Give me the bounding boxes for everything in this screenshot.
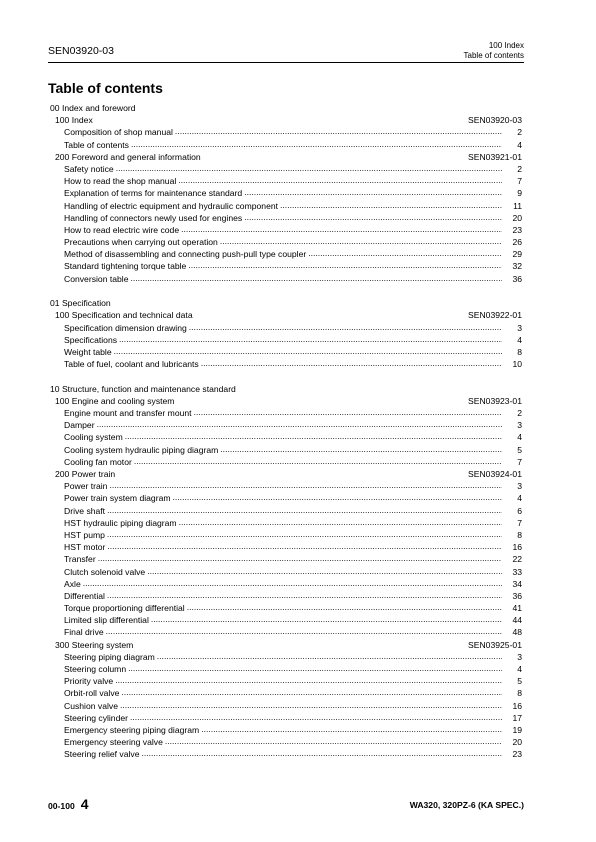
- toc-subsection-title: 100 Index: [55, 115, 93, 126]
- toc-entry-title: Cushion valve: [64, 700, 118, 711]
- toc-entry: [48, 358, 524, 370]
- toc-entry-title: HST motor: [64, 542, 106, 553]
- toc-section-heading: 10 Structure, function and maintenance standard: [50, 383, 236, 394]
- dot-leader: [151, 613, 502, 625]
- dot-leader: [175, 125, 502, 137]
- toc-entry-page: 41: [512, 603, 522, 614]
- dot-leader: [244, 186, 502, 198]
- toc-entry-title: Final drive: [64, 627, 104, 638]
- toc-entry-page: 26: [512, 237, 522, 248]
- header-subsection: Table of contents: [463, 51, 524, 60]
- dot-leader: [119, 333, 502, 345]
- toc-entry-page: 4: [517, 493, 522, 504]
- toc-entry-page: 3: [517, 420, 522, 431]
- toc-entry-page: 22: [512, 554, 522, 565]
- dot-leader: [98, 552, 502, 564]
- dot-leader: [188, 259, 502, 271]
- dot-leader: [178, 174, 502, 186]
- toc-entry-title: Differential: [64, 590, 105, 601]
- dot-leader: [107, 589, 502, 601]
- dot-leader: [244, 211, 502, 223]
- toc-section-heading: 00 Index and foreword: [50, 103, 136, 113]
- dot-leader: [134, 455, 502, 467]
- toc-entry-title: Precautions when carrying out operation: [64, 237, 218, 248]
- toc-entry-title: Emergency steering valve: [64, 737, 163, 748]
- toc-subsection-code: SEN03923-01: [468, 395, 522, 406]
- footer-model: WA320, 320PZ-6 (KA SPEC.): [409, 800, 524, 810]
- toc-section-heading: 01 Specification: [50, 298, 111, 309]
- toc-entry-title: Steering column: [64, 664, 127, 675]
- dot-leader: [116, 162, 502, 174]
- toc-entry-title: Specification dimension drawing: [64, 322, 187, 333]
- document-code: SEN03920-03: [48, 45, 114, 57]
- toc-entry-title: Standard tightening torque table: [64, 261, 187, 272]
- toc-entry-title: Handling of connectors newly used for engines: [64, 212, 243, 223]
- toc-entry-page: 9: [517, 188, 522, 199]
- toc-entry-title: Torque proportioning differential: [64, 603, 185, 614]
- toc-entry-page: 16: [512, 542, 522, 553]
- toc-subsection-code: SEN03920-03: [468, 115, 522, 126]
- footer-code: 00-100: [48, 801, 75, 811]
- toc-entry: [48, 456, 524, 468]
- dot-leader: [131, 272, 503, 284]
- dot-leader: [109, 479, 502, 491]
- dot-leader: [173, 491, 502, 503]
- toc-entry-title: HST hydraulic piping diagram: [64, 517, 177, 528]
- toc-entry-page: 19: [512, 724, 522, 735]
- toc-entry-page: 4: [517, 664, 522, 675]
- toc-entry-page: 36: [512, 590, 522, 601]
- dot-leader: [128, 662, 502, 674]
- page-title: Table of contents: [48, 80, 163, 96]
- toc-subsection-title: 300 Steering system: [55, 639, 134, 650]
- toc-entry-title: Conversion table: [64, 273, 129, 284]
- dot-leader: [115, 674, 502, 686]
- dot-leader: [107, 528, 502, 540]
- toc-entry-title: Steering piping diagram: [64, 651, 155, 662]
- toc-entry-page: 4: [517, 432, 522, 443]
- toc-entry-title: Power train system diagram: [64, 493, 171, 504]
- toc-entry-title: Engine mount and transfer mount: [64, 408, 192, 419]
- dot-leader: [194, 406, 502, 418]
- toc-entry-page: 16: [512, 700, 522, 711]
- toc-entry-page: 8: [517, 346, 522, 357]
- toc-entry-page: 6: [517, 505, 522, 516]
- toc-entry-title: Emergency steering piping diagram: [64, 724, 200, 735]
- toc-entry-page: 33: [512, 566, 522, 577]
- toc-subsection-title: 100 Engine and cooling system: [55, 395, 175, 406]
- dot-leader: [220, 443, 502, 455]
- toc-entry-page: 17: [512, 712, 522, 723]
- toc-entry-title: Table of contents: [64, 139, 129, 150]
- toc-entry-page: 8: [517, 529, 522, 540]
- toc-entry-title: Handling of electric equipment and hydraulic component: [64, 200, 279, 211]
- toc-entry-title: Method of disassembling and connecting push-pull type coupler: [64, 249, 307, 260]
- toc-entry-title: Damper: [64, 420, 95, 431]
- dot-leader: [189, 321, 502, 333]
- toc-entry-title: Limited slip differential: [64, 615, 149, 626]
- toc-entry-title: Transfer: [64, 554, 96, 565]
- toc-entry-title: Clutch solenoid valve: [64, 566, 146, 577]
- toc-entry-page: 11: [513, 200, 522, 211]
- toc-entry-title: Cooling fan motor: [64, 456, 132, 467]
- toc-subsection-code: SEN03922-01: [468, 310, 522, 321]
- dot-leader: [125, 430, 502, 442]
- dot-leader: [220, 235, 502, 247]
- toc-entry-title: HST pump: [64, 529, 105, 540]
- toc-entry: [48, 748, 524, 760]
- dot-leader: [308, 247, 502, 259]
- toc-entry-page: 2: [517, 127, 522, 138]
- toc-entry-title: Table of fuel, coolant and lubricants: [64, 359, 199, 370]
- toc-entry-page: 5: [517, 676, 522, 687]
- dot-leader: [141, 747, 502, 759]
- dot-leader: [187, 601, 502, 613]
- dot-leader: [130, 711, 502, 723]
- toc-entry-page: 8: [517, 688, 522, 699]
- toc-entry-page: 44: [512, 615, 522, 626]
- dot-leader: [114, 345, 502, 357]
- toc-subsection-code: SEN03924-01: [468, 469, 522, 480]
- toc-entry-page: 36: [512, 273, 522, 284]
- dot-leader: [97, 418, 502, 430]
- running-header: [464, 41, 524, 61]
- toc-entry: [48, 273, 524, 285]
- toc-entry: [48, 626, 524, 638]
- toc-entry-page: 23: [512, 749, 522, 760]
- toc-entry-page: 48: [512, 627, 522, 638]
- toc-subsection-code: SEN03921-01: [468, 151, 522, 162]
- toc-entry-page: 7: [517, 517, 522, 528]
- toc-entry-page: 29: [512, 249, 522, 260]
- toc-subsection-code: SEN03925-01: [468, 639, 522, 650]
- toc-entry-title: Specifications: [64, 334, 118, 345]
- toc-entry-page: 2: [517, 163, 522, 174]
- toc-subsection-title: 200 Power train: [55, 469, 116, 480]
- toc-entry-title: How to read electric wire code: [64, 224, 180, 235]
- dot-leader: [120, 699, 502, 711]
- dot-leader: [201, 357, 502, 369]
- toc-entry-page: 23: [512, 224, 522, 235]
- table-of-contents: [48, 102, 524, 761]
- dot-leader: [106, 625, 502, 637]
- dot-leader: [83, 577, 502, 589]
- toc-entry-page: 10: [512, 359, 522, 370]
- toc-entry-page: 7: [517, 176, 522, 187]
- toc-entry-page: 4: [517, 334, 522, 345]
- toc-entry-title: Cooling system: [64, 432, 123, 443]
- dot-leader: [165, 735, 502, 747]
- toc-entry-page: 3: [517, 322, 522, 333]
- toc-entry-page: 3: [517, 481, 522, 492]
- dot-leader: [147, 565, 502, 577]
- footer-page-number: 4: [80, 796, 89, 812]
- toc-entry-title: Priority valve: [64, 676, 114, 687]
- toc-entry-page: 4: [517, 139, 522, 150]
- toc-entry-title: Steering cylinder: [64, 712, 129, 723]
- toc-entry-title: Drive shaft: [64, 505, 106, 516]
- footer-page-id: [48, 796, 89, 812]
- toc-entry-title: Axle: [64, 578, 81, 589]
- dot-leader: [181, 223, 502, 235]
- dot-leader: [131, 138, 502, 150]
- dot-leader: [179, 516, 502, 528]
- toc-entry-title: Steering relief valve: [64, 749, 140, 760]
- toc-entry-page: 7: [517, 456, 522, 467]
- dot-leader: [157, 650, 502, 662]
- toc-entry-page: 20: [512, 737, 522, 748]
- toc-entry-title: Power train: [64, 481, 108, 492]
- dot-leader: [107, 540, 502, 552]
- toc-entry-title: Safety notice: [64, 163, 114, 174]
- toc-entry-page: 2: [517, 408, 522, 419]
- toc-entry-page: 20: [512, 212, 522, 223]
- toc-entry-title: Explanation of terms for maintenance standard: [64, 188, 243, 199]
- header-rule: [48, 62, 524, 63]
- dot-leader: [107, 504, 502, 516]
- dot-leader: [280, 199, 502, 211]
- toc-entry-page: 3: [517, 651, 522, 662]
- toc-entry-page: 32: [512, 261, 522, 272]
- toc-entry: [48, 139, 524, 151]
- toc-entry-title: How to read the shop manual: [64, 176, 177, 187]
- dot-leader: [201, 723, 502, 735]
- toc-entry-title: Cooling system hydraulic piping diagram: [64, 444, 219, 455]
- toc-entry-page: 34: [512, 578, 522, 589]
- header-section: 100 Index: [488, 41, 524, 50]
- toc-subsection-title: 100 Specification and technical data: [55, 310, 193, 321]
- toc-entry-title: Orbit-roll valve: [64, 688, 120, 699]
- toc-entry-page: 5: [517, 444, 522, 455]
- dot-leader: [121, 686, 502, 698]
- toc-subsection-title: 200 Foreword and general information: [55, 151, 201, 162]
- toc-entry-title: Composition of shop manual: [64, 127, 173, 138]
- toc-entry-title: Weight table: [64, 346, 112, 357]
